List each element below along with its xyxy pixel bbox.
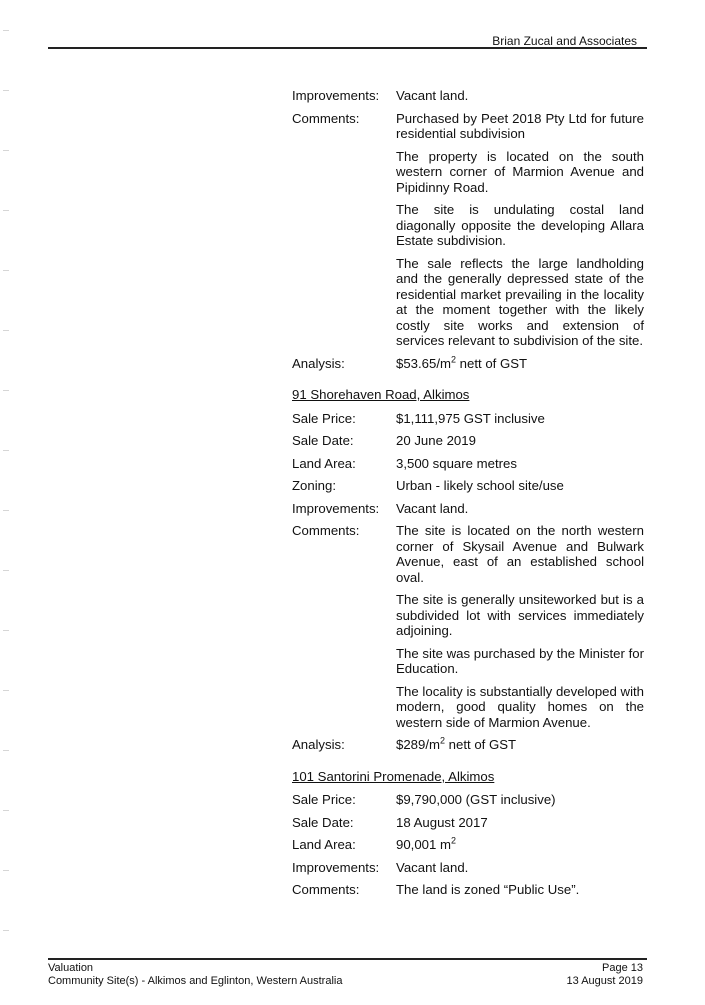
field-value: The land is zoned “Public Use”. bbox=[396, 882, 580, 897]
field-label: Comments: bbox=[292, 882, 360, 897]
sale2-zoning-row bbox=[292, 478, 644, 494]
sale2-analysis-row bbox=[292, 737, 644, 753]
footer-rule bbox=[48, 958, 647, 960]
header-rule bbox=[48, 47, 647, 49]
scan-edge-marks bbox=[3, 30, 9, 970]
sale2-improvements-row bbox=[292, 501, 644, 517]
field-value: Vacant land. bbox=[396, 500, 469, 516]
field-label: Land Area: bbox=[292, 837, 356, 852]
field-label: Improvements: bbox=[292, 500, 380, 516]
field-label: Improvements: bbox=[292, 859, 380, 875]
field-value: $1,111,975 GST inclusive bbox=[396, 410, 545, 426]
field-label: Sale Date: bbox=[292, 814, 354, 830]
sale3-heading: 101 Santorini Promenade, Alkimos bbox=[292, 768, 495, 784]
field-value: $\$289/m^2$ nett of GST bbox=[396, 735, 517, 752]
field-value: $\$53.65/m^2$ nett of GST bbox=[396, 354, 528, 371]
comment-paragraph: The property is located on the south western corner of Marmion Avenue and Pipidinny Road. bbox=[396, 148, 644, 195]
field-value: Vacant land. bbox=[396, 88, 469, 103]
comment-paragraph: The site is undulating costal land diagonally opposite the developing Allara Estate subdivision. bbox=[396, 202, 644, 248]
sale3-comments-row bbox=[292, 882, 644, 898]
sale2-date-row bbox=[292, 433, 644, 449]
comment-paragraph: The site is located on the north western corner of Skysail Avenue and Bulwark Avenue, east of an established school oval. bbox=[396, 523, 644, 585]
footer-right bbox=[567, 962, 643, 988]
field-label: Analysis: bbox=[292, 355, 345, 371]
comment-paragraph: The locality is substantially developed with modern, good quality homes on the western side of Marmion Avenue. bbox=[396, 683, 644, 730]
field-label: Sale Date: bbox=[292, 433, 354, 448]
comment-paragraph: The site is generally unsiteworked but is a subdivided lot with services immediately adjoining. bbox=[396, 592, 644, 638]
footer-date: 13 August 2019 bbox=[566, 975, 643, 987]
field-value: 18 August 2017 bbox=[396, 814, 488, 830]
field-value: $9,790,000 (GST inclusive) bbox=[396, 792, 556, 807]
field-label: Sale Price: bbox=[292, 792, 356, 807]
sale3-improvements-row bbox=[292, 860, 644, 876]
document-body bbox=[292, 88, 644, 905]
field-label: Improvements: bbox=[292, 88, 380, 103]
footer-document-subject: Community Site(s) - Alkimos and Eglinton, Western Australia bbox=[48, 975, 343, 987]
sale2-comments-row bbox=[292, 523, 644, 730]
footer-page-number: Page 13 bbox=[602, 962, 643, 974]
field-value: Vacant land. bbox=[396, 859, 469, 875]
field-label: Comments: bbox=[292, 523, 360, 538]
sale2-heading: 91 Shorehaven Road, Alkimos bbox=[292, 387, 470, 402]
sale1-comments-row bbox=[292, 111, 644, 349]
sale3-area-row bbox=[292, 837, 644, 853]
field-value: 90,001 $m^2$ bbox=[396, 835, 457, 852]
sale3-price-row bbox=[292, 792, 644, 808]
field-label: Land Area: bbox=[292, 455, 356, 471]
footer-left bbox=[48, 962, 342, 988]
comment-paragraph: Purchased by Peet 2018 Pty Ltd for future residential subdivision bbox=[396, 110, 644, 141]
field-value: 3,500 square metres bbox=[396, 455, 517, 471]
field-label: Zoning: bbox=[292, 478, 336, 493]
field-value: 20 June 2019 bbox=[396, 433, 476, 448]
footer-document-type: Valuation bbox=[48, 962, 94, 974]
field-label: Comments: bbox=[292, 110, 360, 126]
comment-paragraph: The site was purchased by the Minister for Education. bbox=[396, 645, 644, 676]
field-label: Analysis: bbox=[292, 737, 345, 752]
field-label: Sale Price: bbox=[292, 410, 356, 426]
sale1-improvements-row bbox=[292, 88, 644, 104]
field-value: Urban - likely school site/use bbox=[396, 478, 564, 493]
sale1-analysis-row bbox=[292, 356, 644, 372]
sale3-date-row bbox=[292, 815, 644, 831]
header-company: Brian Zucal and Associates bbox=[492, 34, 637, 48]
sale2-area-row bbox=[292, 456, 644, 472]
comment-paragraph: The sale reflects the large landholding and the generally depressed state of the residential market prevailing in the locality at the moment together with the likely costly site works and extension of services relevant to subdivision of the site. bbox=[396, 255, 644, 348]
sale2-price-row bbox=[292, 411, 644, 427]
